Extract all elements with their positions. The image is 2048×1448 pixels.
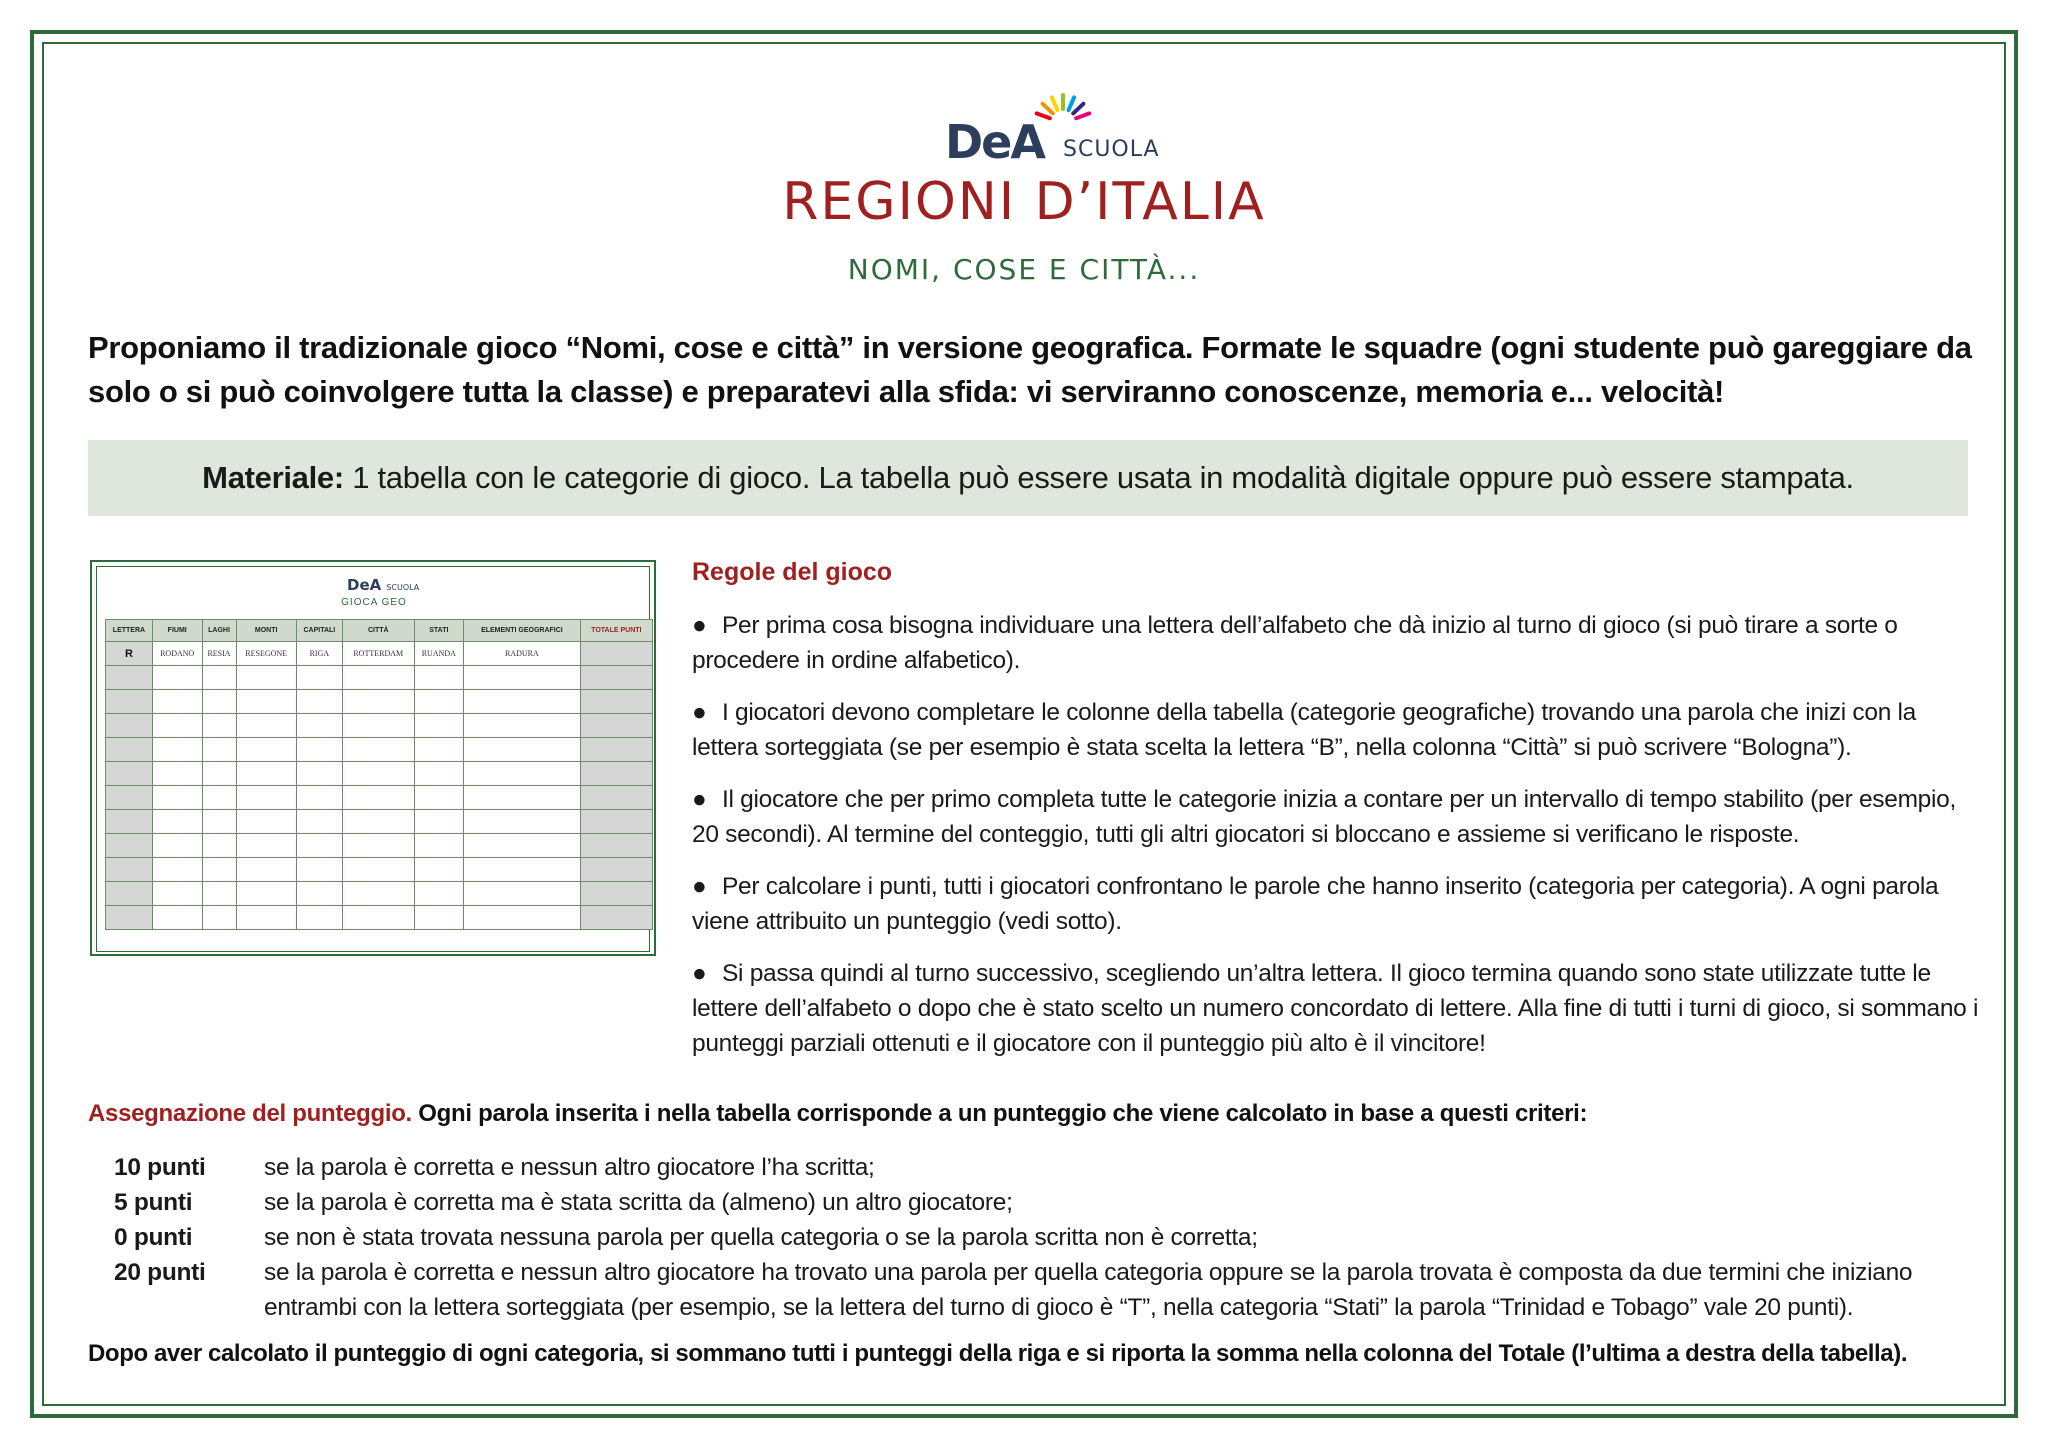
table-row [106, 882, 653, 906]
table-cell [106, 834, 153, 858]
dea-scuola-logo [945, 85, 1160, 169]
table-cell [414, 882, 464, 906]
table-cell [580, 666, 652, 690]
table-cell [580, 834, 652, 858]
table-cell: RESIA [202, 642, 236, 666]
table-cell [464, 906, 580, 930]
table-cell [202, 786, 236, 810]
table-cell [580, 642, 652, 666]
table-cell [580, 690, 652, 714]
table-row [106, 786, 653, 810]
table-cell [464, 738, 580, 762]
table-cell [236, 666, 296, 690]
logo-ray [1043, 104, 1053, 114]
scoring-list [114, 1150, 1974, 1325]
material-description: 1 tabella con le categorie di gioco. La tabella può essere usata in modalità digitale oppure può essere stampata. [343, 460, 1854, 495]
score-row [114, 1220, 1974, 1255]
bullet-icon: ● [692, 612, 707, 639]
mini-logo [347, 575, 419, 594]
table-row [106, 858, 653, 882]
table-cell [580, 906, 652, 930]
table-cell [580, 882, 652, 906]
table-cell [106, 786, 153, 810]
table-cell [152, 738, 202, 762]
game-table-body [106, 642, 653, 930]
table-cell [464, 666, 580, 690]
table-cell [342, 666, 414, 690]
table-cell [342, 762, 414, 786]
table-row [106, 762, 653, 786]
table-cell: RODANO [152, 642, 202, 666]
table-cell [202, 714, 236, 738]
table-cell [152, 834, 202, 858]
table-cell [296, 858, 342, 882]
final-note: Dopo aver calcolato il punteggio di ogni categoria, si sommano tutti i punteggi della riga e si riporta la somma nella colonna del Totale (l’ultima a destra della tabella). [88, 1340, 1908, 1367]
table-cell [342, 810, 414, 834]
table-cell [236, 882, 296, 906]
table-cell [236, 714, 296, 738]
game-table-header-cell: STATI [414, 620, 464, 642]
table-cell [414, 690, 464, 714]
score-description: se la parola è corretta e nessun altro giocatore l’ha scritta; [264, 1154, 875, 1181]
logo-ray [1069, 97, 1075, 110]
table-cell [342, 906, 414, 930]
material-text [88, 460, 1968, 496]
table-cell [296, 834, 342, 858]
table-row [106, 906, 653, 930]
table-cell [106, 714, 153, 738]
table-row [106, 714, 653, 738]
intro-paragraph: Proponiamo il tradizionale gioco “Nomi, cose e città” in versione geografica. Formate le squadre (ogni studente può gareggiare da solo o si può coinvolgere tutta la classe) e preparatevi alla sfida: vi serviranno conoscenze, memoria e... velocità! [88, 330, 1972, 409]
table-cell [202, 762, 236, 786]
table-cell [236, 906, 296, 930]
table-cell [342, 858, 414, 882]
table-cell [296, 810, 342, 834]
scoring-heading [88, 1100, 1587, 1128]
rules-list [692, 608, 1982, 1078]
table-cell [342, 690, 414, 714]
material-box [88, 440, 1968, 516]
table-row [106, 810, 653, 834]
table-cell [580, 714, 652, 738]
game-table-header-cell: CITTÀ [342, 620, 414, 642]
table-cell [296, 690, 342, 714]
rule-text: Per calcolare i punti, tutti i giocatori confrontano le parole che hanno inserito (categoria per categoria). A ogni parola viene attribuito un punteggio (vedi sotto). [692, 873, 1939, 935]
rule-item [692, 782, 1982, 852]
table-cell [106, 762, 153, 786]
table-cell [464, 810, 580, 834]
table-cell [296, 738, 342, 762]
table-cell [202, 858, 236, 882]
table-cell [414, 906, 464, 930]
game-table-header-cell: MONTI [236, 620, 296, 642]
logo-ray [1052, 97, 1058, 110]
mini-logo-sub: SCUOLA [386, 583, 420, 592]
rule-item [692, 608, 1982, 678]
game-table-header-cell: LAGHI [202, 620, 236, 642]
bullet-icon: ● [692, 960, 707, 987]
table-cell [106, 738, 153, 762]
score-points: 5 punti [114, 1189, 193, 1216]
score-description: se la parola è corretta ma è stata scritta da (almeno) un altro giocatore; [264, 1189, 1013, 1216]
table-cell [464, 858, 580, 882]
game-table-header [106, 620, 653, 642]
table-cell [580, 786, 652, 810]
table-cell [202, 906, 236, 930]
table-cell [152, 810, 202, 834]
table-cell [414, 666, 464, 690]
table-cell [414, 738, 464, 762]
table-cell [106, 858, 153, 882]
table-cell [152, 906, 202, 930]
table-cell [296, 762, 342, 786]
scoring-intro: Ogni parola inserita i nella tabella corrisponde a un punteggio che viene calcolato in base a questi criteri: [411, 1100, 1588, 1127]
table-cell [152, 786, 202, 810]
table-cell [236, 762, 296, 786]
table-cell [236, 810, 296, 834]
game-table [105, 619, 653, 930]
table-cell [202, 738, 236, 762]
game-table-header-cell: FIUMI [152, 620, 202, 642]
table-cell [580, 762, 652, 786]
score-row [114, 1255, 1974, 1325]
rule-item [692, 869, 1982, 939]
table-cell [296, 786, 342, 810]
table-cell [342, 834, 414, 858]
table-row [106, 834, 653, 858]
table-cell [414, 858, 464, 882]
table-cell [296, 714, 342, 738]
page-title: REGIONI D’ITALIA [782, 172, 1266, 232]
table-cell [464, 786, 580, 810]
table-row [106, 642, 653, 666]
page-subtitle: NOMI, COSE E CITTÀ... [847, 253, 1201, 286]
logo-brand: DeA [945, 115, 1044, 169]
table-cell [414, 810, 464, 834]
table-cell [202, 690, 236, 714]
table-cell [236, 690, 296, 714]
game-table-header-cell: TOTALE PUNTI [580, 620, 652, 642]
score-description: se non è stata trovata nessuna parola per quella categoria o se la parola scritta non è corretta; [264, 1224, 1258, 1251]
material-label: Materiale: [202, 460, 344, 495]
score-description: se la parola è corretta e nessun altro giocatore ha trovato una parola per quella categoria oppure se la parola trovata è composta da due termini che iniziano entrambi con la lettera sorteggiata (per esempio, se la lettera del turno di gioco è “T”, nella categoria “Stati” la parola “Trinidad e Tobago” vale 20 punti). [264, 1259, 1913, 1321]
table-cell [236, 738, 296, 762]
table-cell [106, 690, 153, 714]
score-row [114, 1150, 1974, 1185]
table-cell [580, 858, 652, 882]
score-points: 10 punti [114, 1154, 206, 1181]
table-cell [414, 786, 464, 810]
table-cell [414, 762, 464, 786]
table-cell [342, 786, 414, 810]
table-cell [106, 882, 153, 906]
table-cell [464, 690, 580, 714]
score-row [114, 1185, 1974, 1220]
rule-text: Si passa quindi al turno successivo, scegliendo un’altra lettera. Il gioco termina quando sono state utilizzate tutte le lettere dell’alfabeto o dopo che è stato scelto un numero concordato di lettere. Alla fine di tutti i turni di gioco, si sommano i punteggi parziali ottenuti e il giocatore con il punteggio più alto è il vincitore! [692, 960, 1979, 1057]
table-cell [202, 810, 236, 834]
table-row [106, 738, 653, 762]
table-cell [106, 666, 153, 690]
table-cell [580, 810, 652, 834]
score-points: 20 punti [114, 1259, 206, 1286]
table-cell [464, 762, 580, 786]
table-cell [202, 882, 236, 906]
table-cell [202, 666, 236, 690]
table-cell [296, 882, 342, 906]
scoring-title: Assegnazione del punteggio. [88, 1100, 412, 1127]
table-cell [342, 738, 414, 762]
table-cell: R [106, 642, 153, 666]
table-cell [342, 882, 414, 906]
game-table-inner [96, 566, 650, 952]
table-cell [152, 858, 202, 882]
logo-sub: SCUOLA [1063, 137, 1160, 162]
table-cell [414, 834, 464, 858]
table-cell [414, 714, 464, 738]
logo-ray [1073, 104, 1083, 114]
table-cell [106, 906, 153, 930]
table-cell: RESEGONE [236, 642, 296, 666]
rule-item [692, 695, 1982, 765]
table-cell [464, 882, 580, 906]
table-row [106, 666, 653, 690]
rule-text: I giocatori devono completare le colonne della tabella (categorie geografiche) trovando una parola che inizi con la lettera sorteggiata (se per esempio è stata scelta la lettera “B”, nella colonna “Città” si può scrivere “Bologna”). [692, 699, 1916, 761]
game-table-header-cell: CAPITALI [296, 620, 342, 642]
table-cell [580, 738, 652, 762]
mini-logo-brand: DeA [347, 576, 382, 594]
rules-heading: Regole del gioco [692, 558, 893, 586]
table-cell [152, 882, 202, 906]
table-cell: RADURA [464, 642, 580, 666]
table-cell [236, 858, 296, 882]
rule-text: Per prima cosa bisogna individuare una lettera dell’alfabeto che dà inizio al turno di gioco (si può tirare a sorte o procedere in ordine alfabetico). [692, 612, 1898, 674]
table-cell [296, 906, 342, 930]
table-cell: RIGA [296, 642, 342, 666]
table-cell: RUANDA [414, 642, 464, 666]
table-cell [152, 762, 202, 786]
table-cell [106, 810, 153, 834]
table-cell [342, 714, 414, 738]
score-points: 0 punti [114, 1224, 193, 1251]
table-cell [152, 714, 202, 738]
game-table-header-cell: ELEMENTI GEOGRAFICI [464, 620, 580, 642]
bullet-icon: ● [692, 873, 707, 900]
table-cell [464, 834, 580, 858]
table-cell [296, 666, 342, 690]
game-table-header-cell: LETTERA [106, 620, 153, 642]
rule-text: Il giocatore che per primo completa tutte le categorie inizia a contare per un intervallo di tempo stabilito (per esempio, 20 secondi). Al termine del conteggio, tutti gli altri giocatori si bloccano e assieme si verificano le risposte. [692, 786, 1956, 848]
table-cell [152, 666, 202, 690]
table-cell: ROTTERDAM [342, 642, 414, 666]
table-cell [464, 714, 580, 738]
bullet-icon: ● [692, 699, 707, 726]
bullet-icon: ● [692, 786, 707, 813]
logo-ray [1076, 113, 1089, 118]
rule-item [692, 956, 1982, 1061]
table-cell [202, 834, 236, 858]
game-table-image [90, 560, 656, 956]
table-cell [236, 834, 296, 858]
table-row [106, 690, 653, 714]
mini-caption: GIOCA GEO [341, 597, 407, 608]
table-cell [152, 690, 202, 714]
table-cell [236, 786, 296, 810]
